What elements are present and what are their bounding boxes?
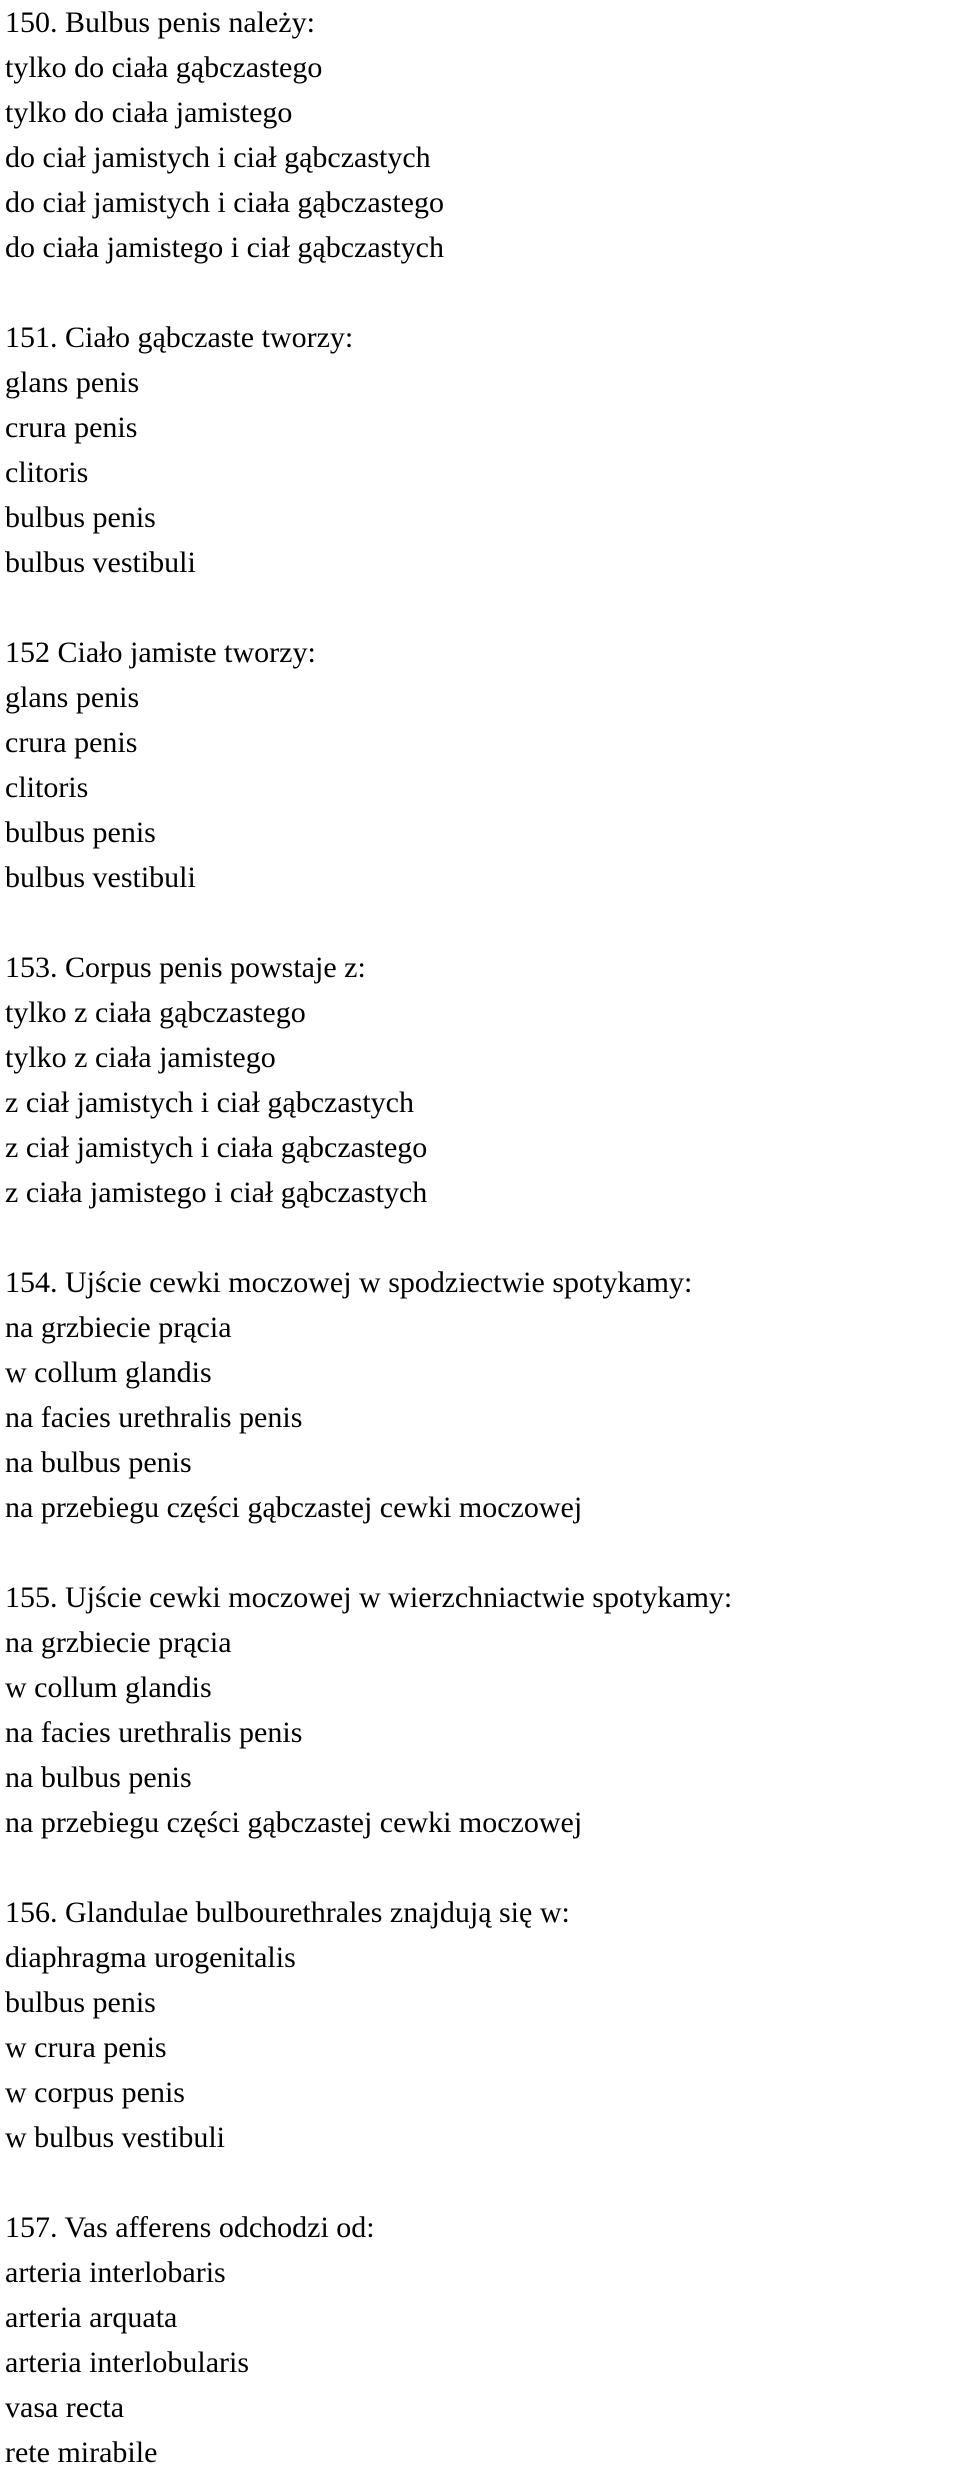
document-page xyxy=(5,0,955,2475)
question-150 xyxy=(5,0,955,270)
question-155 xyxy=(5,1575,955,1845)
answer-option: vasa recta xyxy=(5,2391,125,2424)
answer-option: z ciała jamistego i ciał gąbczastych xyxy=(5,1176,428,1209)
answer-option: na grzbiecie prącia xyxy=(5,1626,232,1659)
answer-option: na bulbus penis xyxy=(5,1761,192,1794)
answer-option: na przebiegu części gąbczastej cewki moczowej xyxy=(5,1806,583,1839)
answer-option: do ciał jamistych i ciał gąbczastych xyxy=(5,141,431,174)
answer-option: glans penis xyxy=(5,681,140,714)
answer-option: w bulbus vestibuli xyxy=(5,2121,226,2154)
answer-option: clitoris xyxy=(5,456,89,489)
question-156 xyxy=(5,1890,955,2160)
question-title: 150. Bulbus penis należy: xyxy=(5,6,315,39)
answer-option: rete mirabile xyxy=(5,2436,158,2469)
answer-option: crura penis xyxy=(5,726,138,759)
answer-option: arteria interlobaris xyxy=(5,2256,226,2289)
answer-option: bulbus penis xyxy=(5,1986,156,2019)
answer-option: na bulbus penis xyxy=(5,1446,192,1479)
question-154 xyxy=(5,1260,955,1530)
answer-option: z ciał jamistych i ciała gąbczastego xyxy=(5,1131,428,1164)
answer-option: crura penis xyxy=(5,411,138,444)
answer-option: tylko do ciała gąbczastego xyxy=(5,51,323,84)
answer-option: arteria interlobularis xyxy=(5,2346,250,2379)
answer-option: tylko z ciała jamistego xyxy=(5,1041,276,1074)
question-153 xyxy=(5,945,955,1215)
answer-option: na facies urethralis penis xyxy=(5,1716,303,1749)
question-title: 155. Ujście cewki moczowej w wierzchniactwie spotykamy: xyxy=(5,1581,733,1614)
answer-option: na facies urethralis penis xyxy=(5,1401,303,1434)
answer-option: na przebiegu części gąbczastej cewki moczowej xyxy=(5,1491,583,1524)
answer-option: tylko do ciała jamistego xyxy=(5,96,293,129)
question-title: 157. Vas afferens odchodzi od: xyxy=(5,2211,375,2244)
answer-option: tylko z ciała gąbczastego xyxy=(5,996,306,1029)
question-157 xyxy=(5,2205,955,2475)
answer-option: bulbus vestibuli xyxy=(5,861,196,894)
answer-option: bulbus penis xyxy=(5,501,156,534)
question-151 xyxy=(5,315,955,585)
answer-option: w collum glandis xyxy=(5,1356,212,1389)
question-title: 154. Ujście cewki moczowej w spodziectwie spotykamy: xyxy=(5,1266,693,1299)
question-title: 153. Corpus penis powstaje z: xyxy=(5,951,366,984)
question-title: 156. Glandulae bulbourethrales znajdują się w: xyxy=(5,1896,570,1929)
answer-option: glans penis xyxy=(5,366,140,399)
question-title: 152 Ciało jamiste tworzy: xyxy=(5,636,316,669)
answer-option: bulbus penis xyxy=(5,816,156,849)
answer-option: w collum glandis xyxy=(5,1671,212,1704)
answer-option: clitoris xyxy=(5,771,89,804)
answer-option: diaphragma urogenitalis xyxy=(5,1941,296,1974)
answer-option: na grzbiecie prącia xyxy=(5,1311,232,1344)
answer-option: do ciała jamistego i ciał gąbczastych xyxy=(5,231,444,264)
answer-option: arteria arquata xyxy=(5,2301,178,2334)
answer-option: z ciał jamistych i ciał gąbczastych xyxy=(5,1086,414,1119)
question-152 xyxy=(5,630,955,900)
question-title: 151. Ciało gąbczaste tworzy: xyxy=(5,321,354,354)
answer-option: do ciał jamistych i ciała gąbczastego xyxy=(5,186,444,219)
answer-option: w corpus penis xyxy=(5,2076,185,2109)
answer-option: w crura penis xyxy=(5,2031,167,2064)
answer-option: bulbus vestibuli xyxy=(5,546,196,579)
